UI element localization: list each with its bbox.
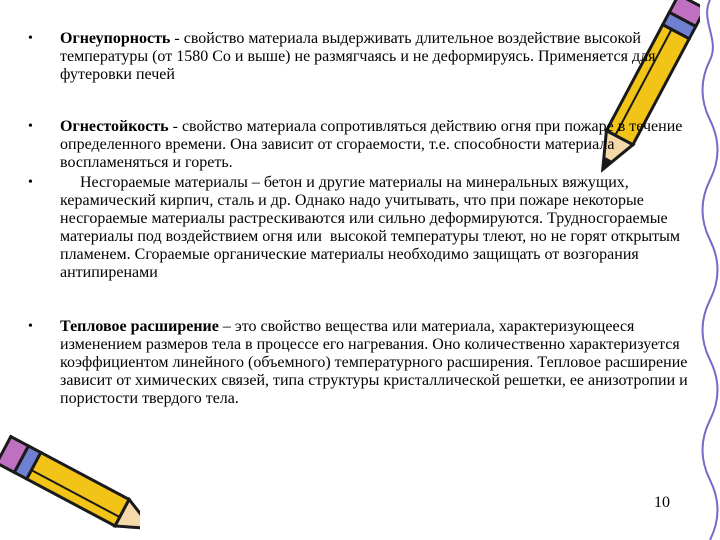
list-item-noncombustible	[28, 174, 698, 282]
term-fire-resistance: Огнестойкость	[60, 118, 169, 135]
term-thermal-expansion: Тепловое расширение	[60, 318, 219, 335]
bullet: •	[28, 175, 33, 190]
list-item-thermal-expansion	[28, 318, 698, 408]
bullet: •	[28, 31, 33, 46]
bullet: •	[28, 119, 33, 134]
slide-content	[28, 30, 698, 408]
term-refractoriness: Огнеупорность	[60, 30, 171, 47]
list-item-refractoriness	[28, 30, 698, 84]
list-item-fire-resistance	[28, 118, 698, 172]
definition-fire-resistance: - свойство материала сопротивляться действию огня при пожаре в течение определенного времени. Она зависит от сгораемости, т.е. способности материала воспламеняться и гореть.	[60, 118, 683, 171]
definition-thermal-expansion: – это свойство вещества или материала, характеризующееся изменением размеров тела в процессе его нагревания. Оно количественно характеризуется коэффициентом линейного (объемного) температурного расширения. Тепловое расширение зависит от химических связей, типа структуры кристаллической решетки, ее анизотропии и пористости твердого тела.	[60, 318, 688, 407]
definition-refractoriness: - свойство материала выдерживать длительное воздействие высокой температуры (от 1580 Со и выше) не размягчаясь и не деформируясь. Применяется для футеровки печей	[60, 30, 656, 83]
paragraph-noncombustible: Несгораемые материалы – бетон и другие материалы на минеральных вяжущих, керамический кирпич, сталь и др. Однако надо учитывать, что при пожаре некоторые несгораемые материалы растрескиваются или сильно деформируются. Трудносгораемые материалы под воздействием огня или высокой температуры тлеют, но не горят открытым пламенем. Сгораемые органические материалы необходимо защищать от возгорания антипиренами	[60, 174, 685, 281]
page-number: 10	[654, 494, 670, 511]
pencil-bottom-icon	[0, 430, 140, 540]
bullet: •	[28, 319, 33, 334]
